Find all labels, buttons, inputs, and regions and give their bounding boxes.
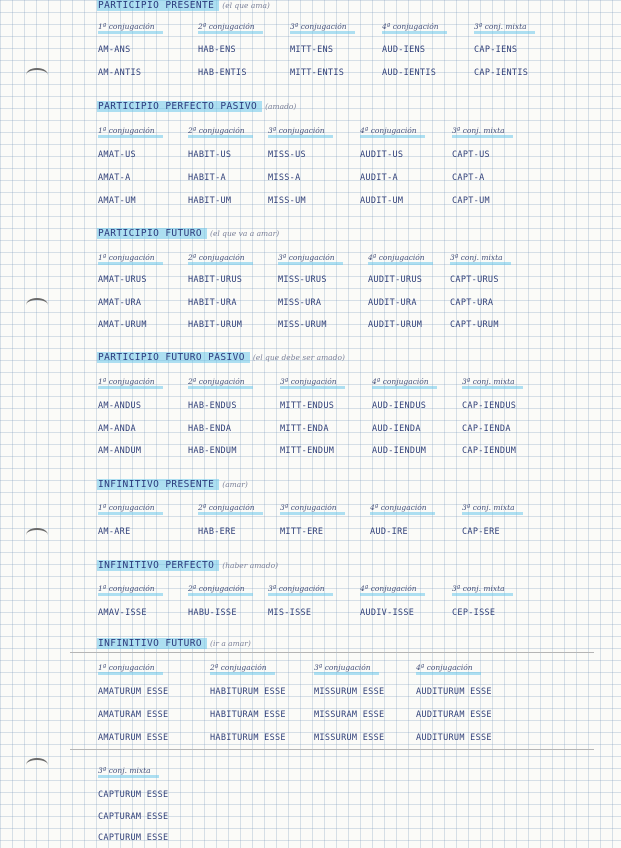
conjugation-header: 2ª conjugación xyxy=(188,377,253,389)
declension-form: HAB-ENS xyxy=(198,45,236,55)
conjugation-header: 2ª conjugación xyxy=(198,22,263,34)
section-title-text: INFINITIVO PRESENTE xyxy=(97,479,219,490)
declension-form: AM-ANDA xyxy=(98,424,136,434)
section-title-text: INFINITIVO PERFECTO xyxy=(97,560,219,571)
conjugation-header: 1ª conjugación xyxy=(98,126,163,138)
conjugation-header: 4ª conjugación xyxy=(382,22,447,34)
binder-hole-top xyxy=(26,68,48,82)
binder-hole-upper xyxy=(26,298,48,312)
declension-form: AUDIV-ISSE xyxy=(360,608,415,618)
section-title xyxy=(97,638,251,649)
conjugation-header: 1ª conjugación xyxy=(98,22,163,34)
declension-form: CAPTURUM ESSE xyxy=(98,833,169,843)
declension-form: HAB-ENDA xyxy=(188,424,232,434)
section-title-text: PARTICIPIO PERFECTO PASIVO xyxy=(97,101,262,112)
section-title-text: PARTICIPIO FUTURO PASIVO xyxy=(97,352,250,363)
declension-form: HAB-ENTIS xyxy=(198,68,247,78)
declension-form: AM-ANDUM xyxy=(98,446,142,456)
declension-form: AMATURUM ESSE xyxy=(98,733,169,743)
declension-form: AUD-IRE xyxy=(370,527,408,537)
section-title xyxy=(97,101,296,112)
declension-form: MISS-URUS xyxy=(278,275,327,285)
declension-form: AMAT-US xyxy=(98,150,136,160)
declension-form: MISS-URUM xyxy=(278,320,327,330)
conjugation-header: 3ª conj. mixta xyxy=(462,377,523,389)
declension-form: AMATURUM ESSE xyxy=(98,687,169,697)
declension-form: CAPTURUM ESSE xyxy=(98,790,169,800)
declension-form: MISSURUM ESSE xyxy=(314,733,385,743)
conjugation-header: 3ª conjugación xyxy=(314,663,379,675)
declension-form: HABIT-A xyxy=(188,173,226,183)
declension-form: MISS-A xyxy=(268,173,301,183)
declension-form: MISSURAM ESSE xyxy=(314,710,385,720)
declension-form: CAPT-UM xyxy=(452,196,490,206)
conjugation-header: 3ª conj. mixta xyxy=(462,503,523,515)
conjugation-header: 3ª conjugación xyxy=(280,503,345,515)
declension-form: MIS-ISSE xyxy=(268,608,312,618)
conjugation-header: 4ª conjugación xyxy=(360,584,425,596)
declension-form: AUDIT-UM xyxy=(360,196,404,206)
section-title-text: INFINITIVO FUTURO xyxy=(97,638,207,649)
declension-form: HABU-ISSE xyxy=(188,608,237,618)
declension-form: MITT-ENDUM xyxy=(280,446,335,456)
declension-form: MISSURUM ESSE xyxy=(314,687,385,697)
conjugation-header: 3ª conjugación xyxy=(268,126,333,138)
declension-form: AMAT-URUS xyxy=(98,275,147,285)
conjugation-header: 3ª conj. mixta xyxy=(450,253,511,265)
declension-form: AMAT-URA xyxy=(98,298,142,308)
section-translation-note: (haber amado) xyxy=(222,561,279,570)
declension-form: AM-ANS xyxy=(98,45,131,55)
section-translation-note: (amar) xyxy=(222,480,248,489)
conjugation-header: 4ª conjugación xyxy=(368,253,433,265)
conjugation-header: 1ª conjugación xyxy=(98,584,163,596)
declension-form: MITT-ENTIS xyxy=(290,68,345,78)
declension-form: MITT-ENDUS xyxy=(280,401,335,411)
binder-hole-bottom xyxy=(26,758,48,772)
declension-form: HABIT-URUS xyxy=(188,275,243,285)
conjugation-header: 4ª conjugación xyxy=(416,663,481,675)
declension-form: HAB-ENDUS xyxy=(188,401,237,411)
declension-form: MITT-ERE xyxy=(280,527,324,537)
declension-form: MISS-US xyxy=(268,150,306,160)
declension-form: CAPTURAM ESSE xyxy=(98,812,169,822)
section-title xyxy=(97,479,248,490)
declension-form: AUDIT-URA xyxy=(368,298,417,308)
section-title-text: PARTICIPIO FUTURO xyxy=(97,228,207,239)
declension-form: CAPT-A xyxy=(452,173,485,183)
declension-form: AM-ARE xyxy=(98,527,131,537)
declension-form: AUD-IENTIS xyxy=(382,68,437,78)
section-translation-note: (el que debe ser amado) xyxy=(252,353,345,362)
section-title xyxy=(97,352,345,363)
declension-form: HABITURUM ESSE xyxy=(210,687,286,697)
declension-form: CAP-IENDUS xyxy=(462,401,517,411)
declension-form: HABIT-URA xyxy=(188,298,237,308)
conjugation-header: 3ª conjugación xyxy=(278,253,343,265)
declension-form: AUDIT-URUS xyxy=(368,275,423,285)
conjugation-header: 2ª conjugación xyxy=(188,584,253,596)
conjugation-header: 3ª conjugación xyxy=(280,377,345,389)
declension-form: MISS-URA xyxy=(278,298,322,308)
conjugation-header: 2ª conjugación xyxy=(188,253,253,265)
declension-form: CEP-ISSE xyxy=(452,608,496,618)
conjugation-header: 1ª conjugación xyxy=(98,663,163,675)
conjugation-header: 3ª conj. mixta xyxy=(98,766,159,778)
declension-form: CAPT-URA xyxy=(450,298,494,308)
declension-form: CAP-IENDUM xyxy=(462,446,517,456)
declension-form: AUDIT-A xyxy=(360,173,398,183)
section-translation-note: (amado) xyxy=(265,102,297,111)
conjugation-header: 3ª conjugación xyxy=(290,22,355,34)
declension-form: HAB-ENDUM xyxy=(188,446,237,456)
declension-form: CAPT-US xyxy=(452,150,490,160)
conjugation-header: 3ª conj. mixta xyxy=(474,22,535,34)
section-title xyxy=(97,0,270,11)
declension-form: AM-ANDUS xyxy=(98,401,142,411)
declension-form: CAP-IENTIS xyxy=(474,68,529,78)
conjugation-header: 3ª conj. mixta xyxy=(452,126,513,138)
declension-form: AMAV-ISSE xyxy=(98,608,147,618)
declension-form: CAPT-URUM xyxy=(450,320,499,330)
declension-form: AUD-IENDA xyxy=(372,424,421,434)
declension-form: MITT-ENDA xyxy=(280,424,329,434)
declension-form: AUDIT-URUM xyxy=(368,320,423,330)
conjugation-header: 3ª conjugación xyxy=(268,584,333,596)
binder-hole-lower xyxy=(26,528,48,542)
declension-form: CAP-IENS xyxy=(474,45,518,55)
declension-form: AUD-IENDUM xyxy=(372,446,427,456)
declension-form: AM-ANTIS xyxy=(98,68,142,78)
declension-form: AMATURAM ESSE xyxy=(98,710,169,720)
declension-form: CAP-IENDA xyxy=(462,424,511,434)
section-translation-note: (el que va a amar) xyxy=(210,229,280,238)
declension-form: HAB-ERE xyxy=(198,527,236,537)
declension-form: AUDITURAM ESSE xyxy=(416,710,492,720)
declension-form: HABIT-US xyxy=(188,150,232,160)
declension-form: CAP-ERE xyxy=(462,527,500,537)
declension-form: AUDIT-US xyxy=(360,150,404,160)
conjugation-header: 2ª conjugación xyxy=(210,663,275,675)
declension-form: AUD-IENDUS xyxy=(372,401,427,411)
section-title xyxy=(97,228,279,239)
conjugation-header: 1ª conjugación xyxy=(98,253,163,265)
declension-form: HABITURUM ESSE xyxy=(210,733,286,743)
declension-form: HABITURAM ESSE xyxy=(210,710,286,720)
conjugation-header: 1ª conjugación xyxy=(98,377,163,389)
declension-form: AMAT-A xyxy=(98,173,131,183)
section-translation-note: (el que ama) xyxy=(222,1,270,10)
declension-form: MISS-UM xyxy=(268,196,306,206)
declension-form: AMAT-UM xyxy=(98,196,136,206)
section-title xyxy=(97,560,278,571)
conjugation-header: 4ª conjugación xyxy=(360,126,425,138)
declension-form: AUD-IENS xyxy=(382,45,426,55)
conjugation-header: 4ª conjugación xyxy=(370,503,435,515)
declension-form: MITT-ENS xyxy=(290,45,334,55)
declension-form: AMAT-URUM xyxy=(98,320,147,330)
declension-form: CAPT-URUS xyxy=(450,275,499,285)
conjugation-header: 2ª conjugación xyxy=(188,126,253,138)
declension-form: HABIT-UM xyxy=(188,196,232,206)
declension-form: AUDITURUM ESSE xyxy=(416,733,492,743)
section-title-text: PARTICIPIO PRESENTE xyxy=(97,0,219,11)
declension-form: AUDITURUM ESSE xyxy=(416,687,492,697)
section-translation-note: (ir a amar) xyxy=(210,639,251,648)
conjugation-header: 2ª conjugación xyxy=(198,503,263,515)
conjugation-header: 3ª conj. mixta xyxy=(452,584,513,596)
conjugation-header: 4ª conjugación xyxy=(372,377,437,389)
declension-form: HABIT-URUM xyxy=(188,320,243,330)
conjugation-header: 1ª conjugación xyxy=(98,503,163,515)
